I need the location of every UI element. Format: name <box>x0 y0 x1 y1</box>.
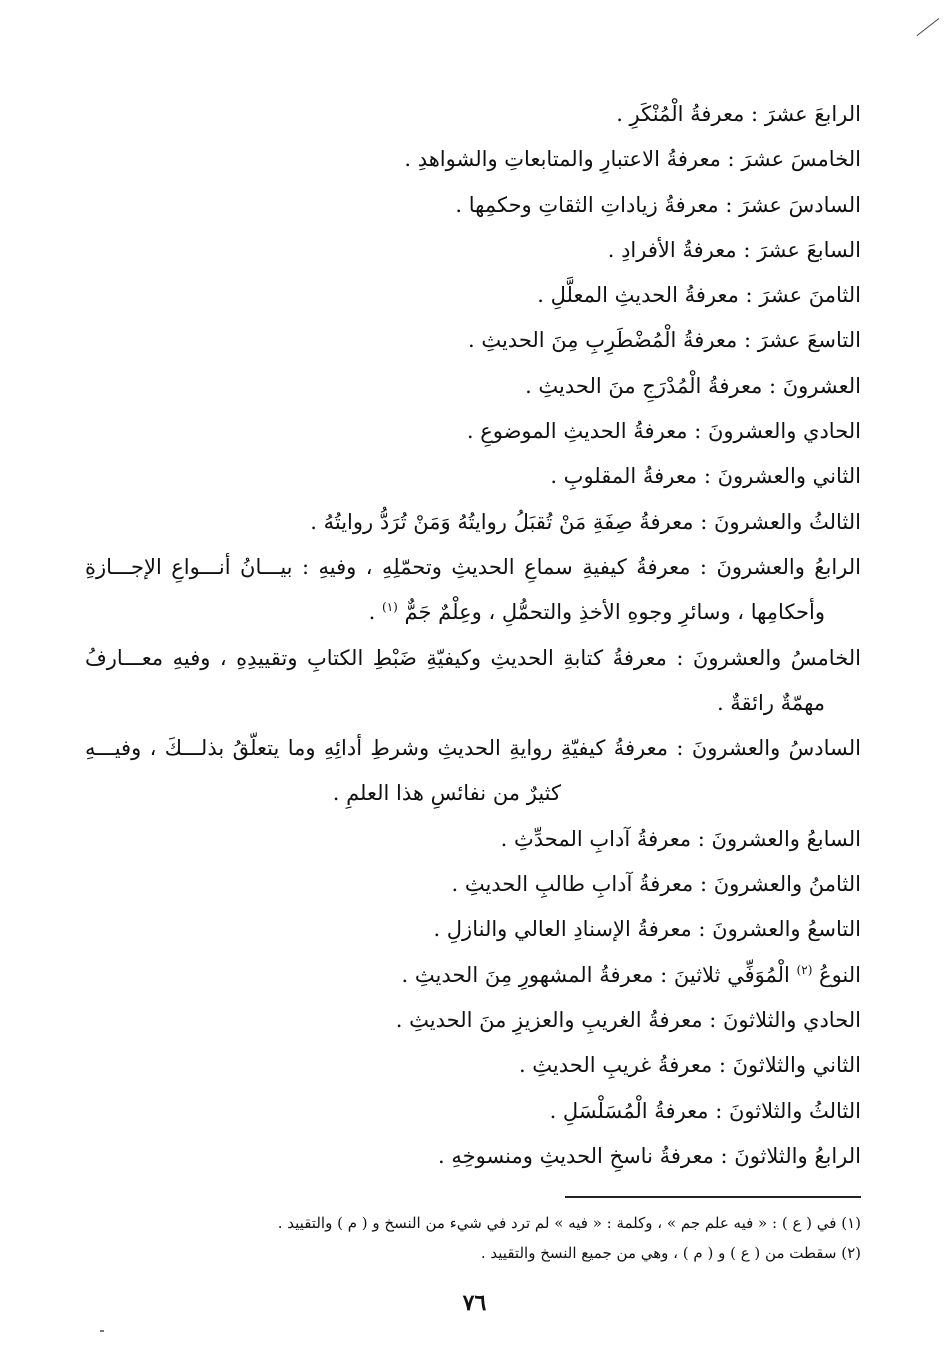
footnote-2: (٢) سقطت من ( ع ) و ( م ) ، وهي من جميع النسخ والتقييد . <box>480 1244 861 1262</box>
main-text <box>85 92 861 1179</box>
paragraph-25-line-1: الخامسُ والعشرونَ : معرفةُ كتابةِ الحديثِ وكيفيّةِ ضَبْطِ الكتابِ وتقييدِهِ ، وفيهِ معـــارفُ <box>85 645 861 670</box>
text-line: الثامنَ عشرَ : معرفةُ الحديثِ المعلَّلِ . <box>537 283 861 308</box>
scan-speck <box>100 1330 104 1332</box>
line-30-start: النوعُ <box>812 962 861 987</box>
footnote-1: (١) في ( ع ) : « فيه علم جم » ، وكلمة : « فيه » لم ترد في شيء من النسخ و ( م ) والتقييد . <box>277 1214 861 1232</box>
text-line: الرابعُ والثلاثونَ : معرفةُ ناسخِ الحديثِ ومنسوخِهِ . <box>438 1143 861 1168</box>
paragraph-26-line-1: السادسُ والعشرونَ : معرفةُ كيفيّةِ روايةِ الحديثِ وشرطِ أدائِهِ وما يتعلّقُ بذلـــكَ ، وفيـــهِ <box>85 736 861 761</box>
paragraph-24-end: . <box>368 600 383 625</box>
text-line: التاسعُ والعشرونَ : معرفةُ الإسنادِ العالي والنازلِ . <box>433 917 861 942</box>
text-line: الثاني والثلاثونَ : معرفةُ غريبِ الحديثِ . <box>518 1053 861 1078</box>
footnote-ref-2: (٢) <box>796 962 813 977</box>
paragraph-25-line-2: مهمّةٌ رائقةٌ . <box>716 690 825 715</box>
text-line: السادسَ عشرَ : معرفةُ زياداتِ الثقاتِ وحكمِها . <box>455 192 861 217</box>
text-line: الثالثُ والعشرونَ : معرفةُ صِفَةِ مَنْ تُقبَلُ روايتُهُ وَمَنْ تُرَدُّ روايتُهُ . <box>310 509 861 534</box>
paragraph-24-line-1: الرابعُ والعشرونَ : معرفةُ كيفيةِ سماعِ الحديثِ وتحمّلِهِ ، وفيهِ : بيـــانُ أنـــواعِ الإجـــازةِ <box>85 554 861 579</box>
text-line: الثاني والعشرونَ : معرفةُ المقلوبِ . <box>550 464 861 489</box>
text-line: الرابعَ عشرَ : معرفةُ الْمُنْكَرِ . <box>616 102 861 126</box>
line-30 <box>85 953 861 998</box>
footnotes <box>85 1208 861 1268</box>
text-line: التاسعَ عشرَ : معرفةُ الْمُضْطَرِبِ مِنَ الحديثِ . <box>467 328 861 353</box>
text-line: السابعُ والعشرونَ : معرفةُ آدابِ المحدِّثِ . <box>500 826 861 851</box>
footnote-ref-1: (١) <box>382 600 398 615</box>
text-line: الحادي والعشرونَ : معرفةُ الحديثِ الموضوعِ . <box>466 419 861 444</box>
text-line: السابعَ عشرَ : معرفةُ الأفرادِ . <box>607 237 861 262</box>
text-line: الحادي والثلاثونَ : معرفةُ الغريبِ والعزيزِ منَ الحديثِ . <box>395 1007 861 1032</box>
text-line: الخامسَ عشرَ : معرفةُ الاعتبارِ والمتابعاتِ والشواهدِ . <box>404 147 861 172</box>
paragraph-24-text: وأحكامِها ، وسائرِ وجوهِ الأخذِ والتحمُّلِ ، وعِلْمٌ جَمٌّ <box>404 600 825 625</box>
corner-scan-mark <box>917 18 940 36</box>
line-30-rest: الْمُوَفِّي ثلاثينَ : معرفةُ المشهورِ مِنَ الحديثِ . <box>401 962 797 987</box>
text-line: الثامنُ والعشرونَ : معرفةُ آدابِ طالبِ الحديثِ . <box>451 872 861 897</box>
paragraph-24-line-2 <box>85 590 861 635</box>
text-line: العشرونَ : معرفةُ الْمُدْرَجِ منَ الحديثِ . <box>525 373 861 398</box>
page-number: ٧٦ <box>462 1290 487 1316</box>
footnote-divider <box>565 1196 861 1198</box>
text-line: الثالثُ والثلاثونَ : معرفةُ الْمُسَلْسَلِ . <box>549 1098 861 1123</box>
paragraph-26-line-2: كثيرٌ من نفائسِ هذا العلمِ . <box>332 781 561 806</box>
